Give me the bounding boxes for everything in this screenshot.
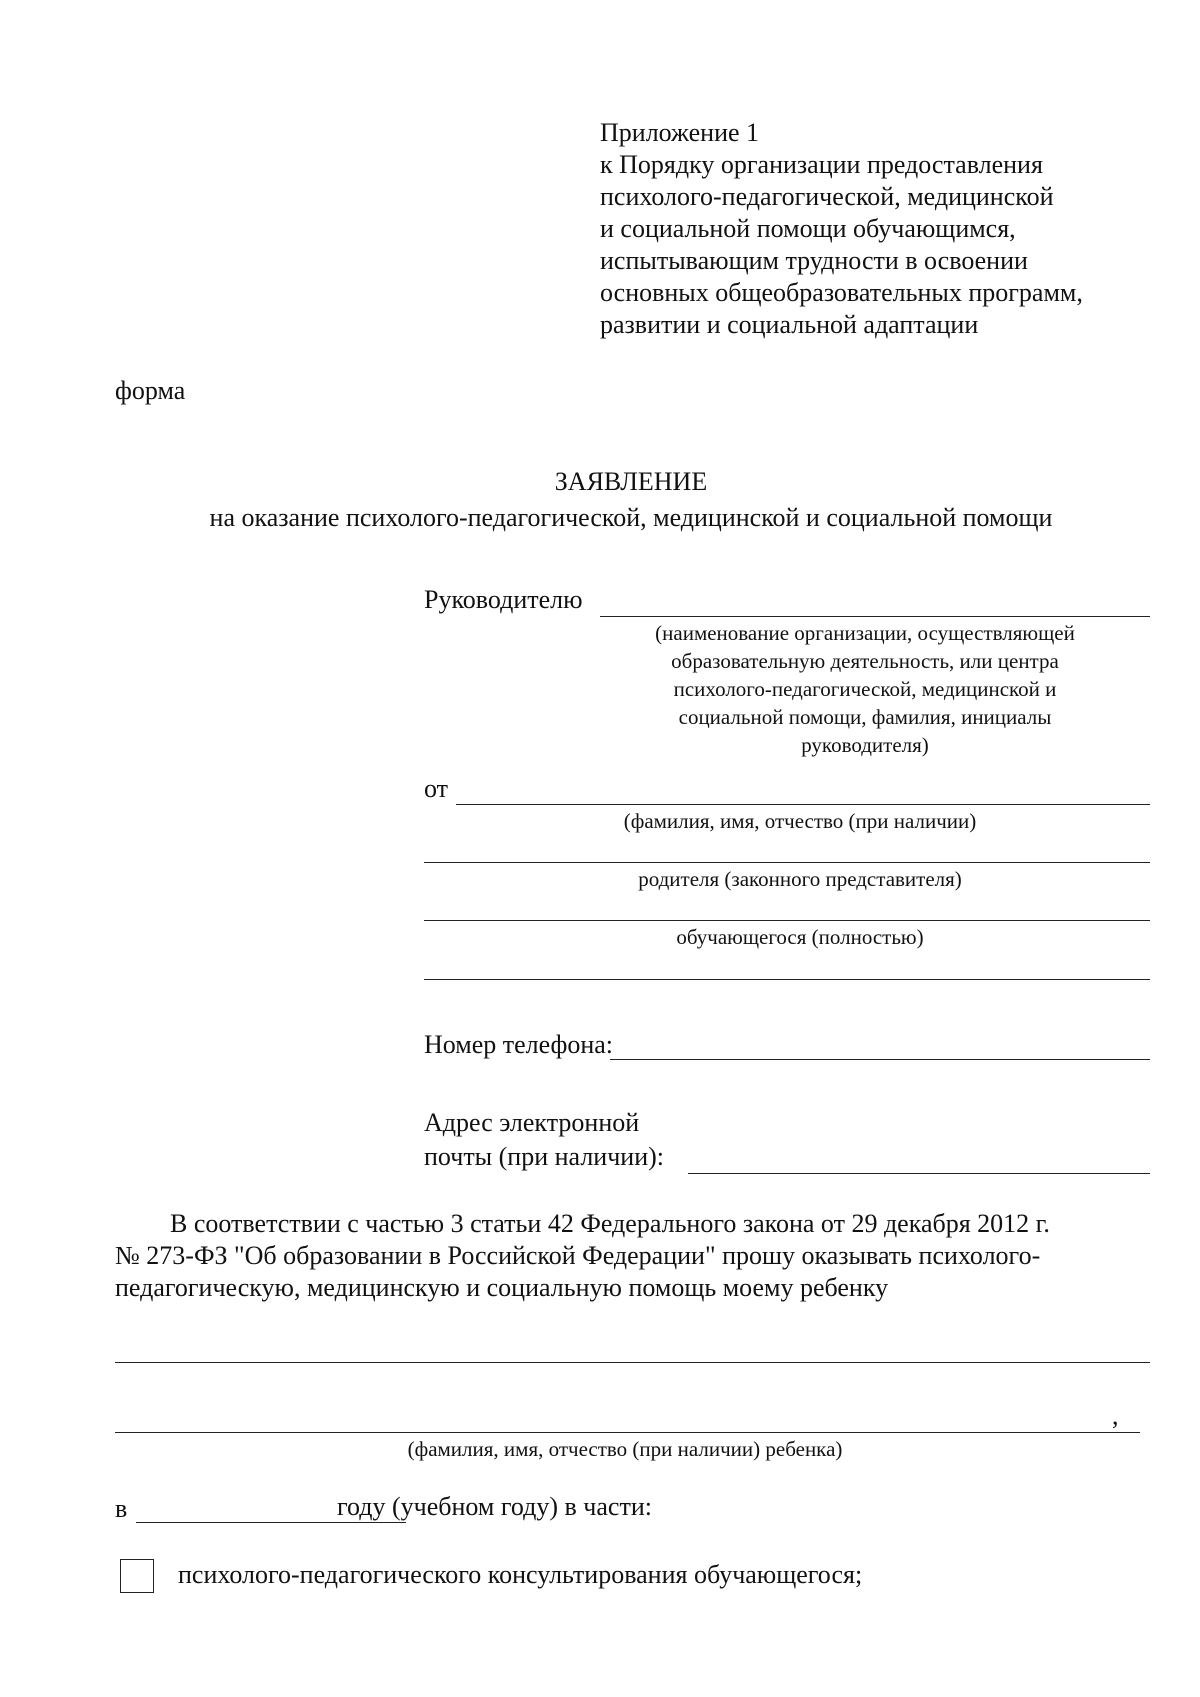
appendix-line: основных общеобразовательных программ,	[600, 278, 1083, 307]
addressee-input-line[interactable]	[600, 616, 1150, 617]
year-suffix: году (учебном году) в части:	[337, 1492, 652, 1521]
option-label: психолого-педагогического консультирования обучающегося;	[178, 1560, 863, 1589]
option-checkbox[interactable]	[120, 1559, 154, 1593]
sender-student-caption: обучающегося (полностью)	[676, 925, 924, 949]
sender-line-3[interactable]	[424, 920, 1150, 921]
sender-label: от	[424, 774, 449, 803]
appendix-line: психолого-педагогической, медицинской	[600, 182, 1054, 211]
addressee-label: Руководителю	[424, 585, 583, 614]
paragraph-line: В соответствии с частью 3 статьи 42 Федерального закона от 29 декабря 2012 г.	[170, 1209, 1050, 1238]
email-input-line[interactable]	[688, 1173, 1150, 1174]
year-prefix: в	[115, 1494, 128, 1523]
paragraph-line: педагогическую, медицинскую и социальную помощь моему ребенку	[115, 1273, 889, 1302]
sender-parent-caption: родителя (законного представителя)	[638, 867, 962, 891]
child-name-caption: (фамилия, имя, отчество (при наличии) ребенка)	[407, 1437, 843, 1461]
document-subtitle: на оказание психолого-педагогической, медицинской и социальной помощи	[209, 503, 1053, 532]
addressee-caption-line: руководителя)	[801, 733, 929, 757]
form-label: форма	[115, 376, 186, 405]
child-name-input-line-1[interactable]	[115, 1362, 1150, 1363]
sender-name-input-line[interactable]	[456, 804, 1150, 805]
sender-line-2[interactable]	[424, 862, 1150, 863]
addressee-caption-line: образовательную деятельность, или центра	[671, 649, 1059, 673]
paragraph-line: № 273-ФЗ "Об образовании в Российской Федерации" прошу оказывать психолого-	[115, 1241, 1041, 1270]
phone-input-line[interactable]	[610, 1059, 1150, 1060]
appendix-line: к Порядку организации предоставления	[600, 150, 1043, 179]
appendix-line: развитии и социальной адаптации	[600, 310, 979, 339]
appendix-line: и социальной помощи обучающимся,	[600, 214, 1016, 243]
appendix-title: Приложение 1	[600, 118, 760, 147]
addressee-caption-line: (наименование организации, осуществляющей	[655, 621, 1075, 645]
sender-line-4[interactable]	[424, 979, 1150, 980]
child-name-input-line-2[interactable]	[115, 1432, 1140, 1433]
document-title: ЗАЯВЛЕНИЕ	[554, 467, 708, 496]
email-label-line1: Адрес электронной	[424, 1108, 640, 1137]
phone-label: Номер телефона:	[424, 1030, 614, 1059]
email-label-line2: почты (при наличии):	[424, 1142, 664, 1171]
appendix-line: испытывающим трудности в освоении	[600, 246, 1028, 275]
sender-name-caption: (фамилия, имя, отчество (при наличии)	[623, 809, 977, 833]
addressee-caption-line: психолого-педагогической, медицинской и	[673, 677, 1057, 701]
addressee-caption-line: социальной помощи, фамилия, инициалы	[678, 705, 1052, 729]
child-line-comma: ,	[1112, 1401, 1119, 1430]
